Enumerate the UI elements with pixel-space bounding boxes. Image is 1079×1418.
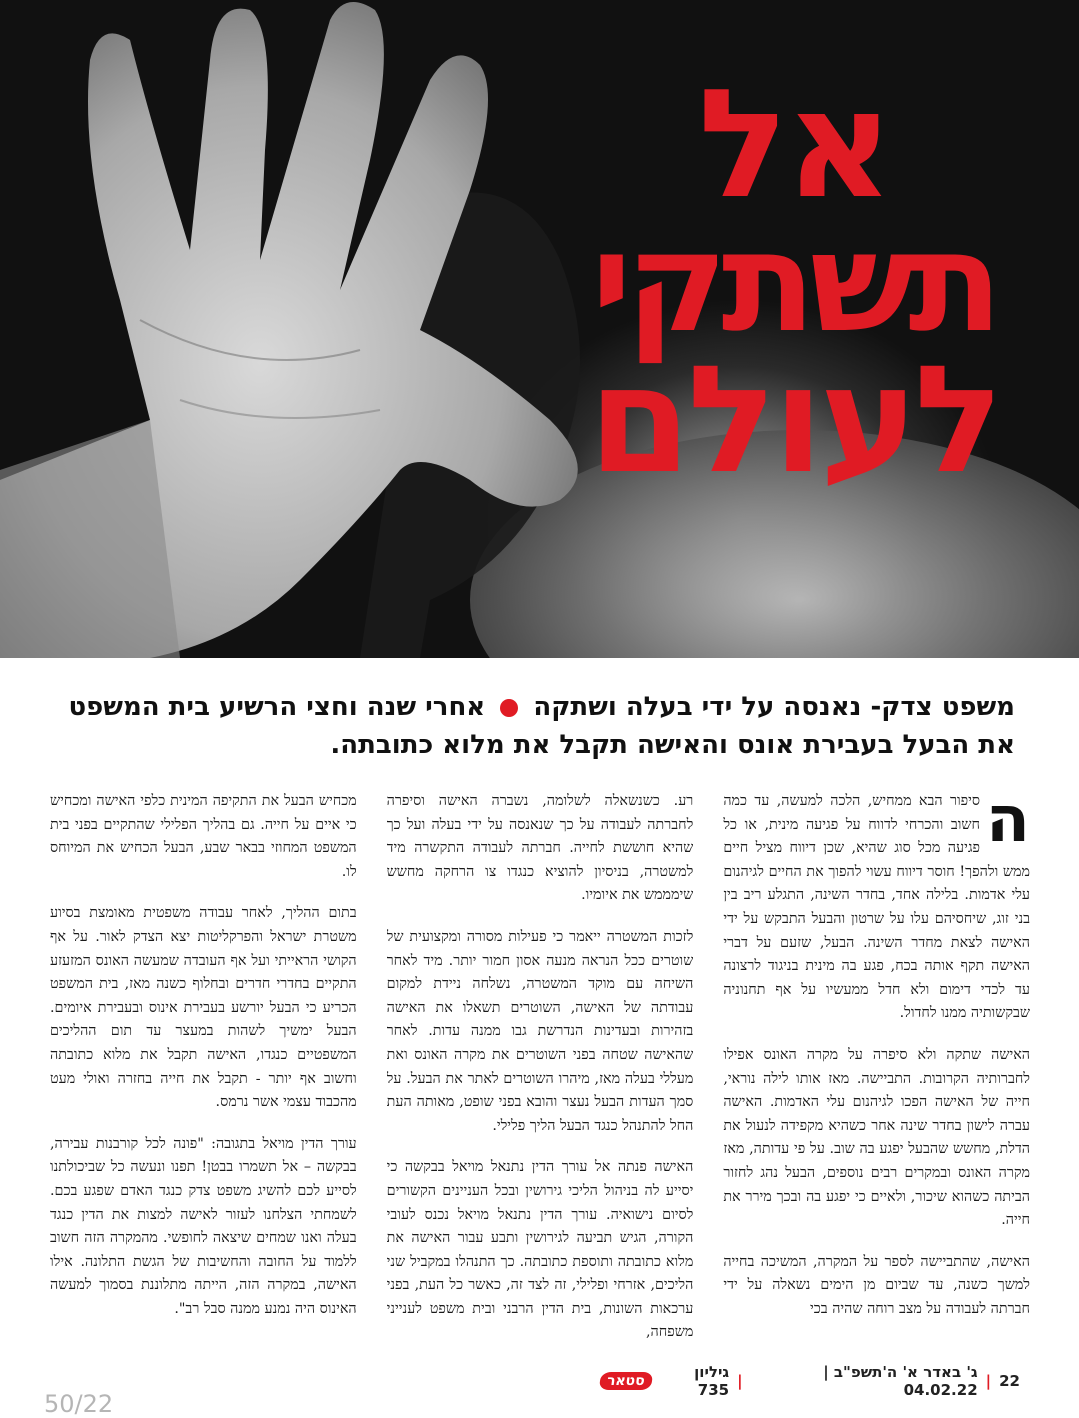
paragraph: מכחיש הבעל את התקיפה המינית כלפי האישה ומכחיש כי איים על חייה. גם בהליך הפלילי שהתקיים בפני בית המשפט המחוזי בבאר שבע, הבעל הכחיש את המיוחס לו. xyxy=(49,793,357,880)
page-counter: 50/22 xyxy=(44,1390,114,1418)
subheadline-part-1: משפט צדק- נאנסה על ידי בעלה ושתקה xyxy=(533,692,1015,722)
page-footer xyxy=(600,1363,1020,1399)
headline xyxy=(559,58,1029,506)
hero-photo xyxy=(0,0,1079,658)
paragraph: האישה, שהתביישה לספר על המקרה, המשיכה בחייה למשך כשנה, עד שביום מן הימים נשאלה על ידי חברתה לעבודה על מצב רוחה שהיה בכי xyxy=(723,1253,1030,1317)
article-column-3 xyxy=(50,790,357,1355)
footer-separator: | xyxy=(985,1372,992,1390)
article-column-1 xyxy=(723,790,1030,1355)
paragraph: בתום ההליך, לאחר עבודה משפטית מאומצת בסיוע משטרת ישראל והפרקליטות יצא הצדק לאור. על אף הקושי הראייתי ועל אף העובדה שמעשה האונס המזעזע התקיים בחדרי חדרים ובחלוף כשנה מאז, בית המשפט הכריע כי הבעל יורשע בעבירת אינוס ובעבירת איומים. הבעל ימשיך לשהות במעצר עד תום ההליכים המשפטיים כנגדו, האישה תקבל את מלוא כתובתה וחשוב אף יותר - תקבל את חייה בחזרה ואולי מעט מהכבוד עצמי אשר נרמס. xyxy=(49,905,357,1111)
headline-line-3: לעולם xyxy=(588,334,1000,506)
subheadline xyxy=(60,688,1015,764)
article-body xyxy=(50,790,1030,1355)
paragraph: האישה פנתה אל עורך הדין נתנאל מויאל בבקשה כי יסייע לה בניהול הליכי גירושין ובכל העניינים הקשורים לסיום נישואיה. עורך הדין נתנאל מויאל נכנס לעובי הקורה, הגיש תביעה לגירושין ותבע עבור האישה את מלוא כתובתה ותוספת כתובתה. כך התנהלו במקביל שני הליכים, אזרחי ופלילי, זה לצד זה, כאשר כל העת, בפני ערכאות השונות, בית הדין הרבני ובית משפט לענייני משפחה, xyxy=(386,1159,694,1341)
paragraph: האישה שתקה ולא סיפרה על מקרה האונס אפילו לחברותיה הקרובות. התביישה. מאז אותו לילה נוראי, חייה של האישה הפכו לגיהנום עלי האדמות. האישה עברה לישון בחדר שינה אחר כשהיא מקפידה לנעול את הדלת, מחשש שהבעל יפגע בה שוב. על פי עדותה, מאז מקרה האונס ובמקרים רבים נוספים, הבעל נהג לחזור הביתה כשהוא שיכור, ולאיים כי יפגע בה ובכך מירר את חייה. xyxy=(723,1046,1030,1229)
headline-line-2: תשתקי xyxy=(591,202,997,363)
page-number: 22 xyxy=(999,1372,1020,1390)
drop-cap: ה xyxy=(986,790,1030,857)
paragraph xyxy=(723,790,1030,1026)
footer-separator: | xyxy=(737,1372,743,1390)
paragraph: עורך הדין מויאל בתגובה: "פונה לכל קורבנות עבירה, בבקשה – אל תשמרו בבטן! תפנו ונעשה כל שביכולתנו לסייע לכם להשיג משפט צדק כנגד האדם שפגע בכם. לשמחתי הצלחנו לעזור לאישה למצות את הדין כנגד בעלה ואנו שמחים שיצאה לחופשי. מהמקרה הזה חשוב ללמוד על החובה והחשיבות של הגשת התלונה. אילו האישה, במקרה הזה, הייתה מתלוננת בסמוך למעשה האינוס היה נמנע ממנה סבל רב". xyxy=(49,1135,357,1317)
magazine-logo: סטאר xyxy=(599,1372,653,1390)
issue-date: ג' באדר א' ה'תשפ"ב | 04.02.22 xyxy=(823,1363,978,1399)
article-column-2 xyxy=(387,790,694,1355)
bullet-dot-icon xyxy=(500,699,518,717)
paragraph-text: סיפור הבא ממחיש, הלכה למעשה, עד כמה חשוב והכרחי לדווח על פגיעה מינית, או כל פגיעה מכל סוג שהיא, שכן דיווח מציל חיים ממש ולהפך! חוסר דיווח עשוי להפוך את החיים לגיהנום עלי אדמות. בלילה אחד, בחדר השינה, התגלע ריב בין בני זוג, שיחסיהם עלו על שרטון והבעל התבקש על ידי האישה לצאת מחדר השינה. הבעל, שזעם על דברי האישה תקף אותה בכח, פגע בה מינית בניגוד לרצונה עד לכדי דימום ולא חדל ממעשיו על אף תחנוניה שבקשותיה ממנו לחדול. xyxy=(723,793,1030,1022)
headline-line-1: אל xyxy=(698,58,890,232)
paragraph: לזכות המשטרה ייאמר כי פעילות מסורה ומקצועית של שוטרים ככל הנראה מנעה אסון חמור יותר. מיד לאחר השיחה עם מוקד המשטרה, נשלחה ניידת למקום עבודתה של האישה, השוטרים תשאלו את האישה בזהירות ובעדינות הנדרשת גבו ממנה עדות. לאחר שהאישה שטחה בפני השוטרים את מקרה האונס ואת מעללי בעלה מאז, מיהרו השוטרים לאתר את הבעל. על סמך העדות הבעל נעצר והובא בפני שופט, מאותה העת החל להתנהל כנגד הבעל הליך פלילי. xyxy=(386,928,694,1134)
issue-number: גיליון 735 xyxy=(694,1363,730,1399)
paragraph: רע. כשנשאלה לשלומה, נשברה האישה וסיפרה לחברתה לעבודה על כך שנאנסה על ידי בעלה ועל כך שהיא חוששת לחייה. חברתה לעבודה התקשרה מיד למשטרה, בניסיון להוציא כנגדו צו הרחקה מחשש שימממש את איומיו. xyxy=(386,793,694,904)
subheadline-part-2: אחרי שנה וחצי הרשיע בית המשפט את הבעל בעבירת אונס והאישה תקבל את מלוא כתובתה. xyxy=(68,692,1015,760)
